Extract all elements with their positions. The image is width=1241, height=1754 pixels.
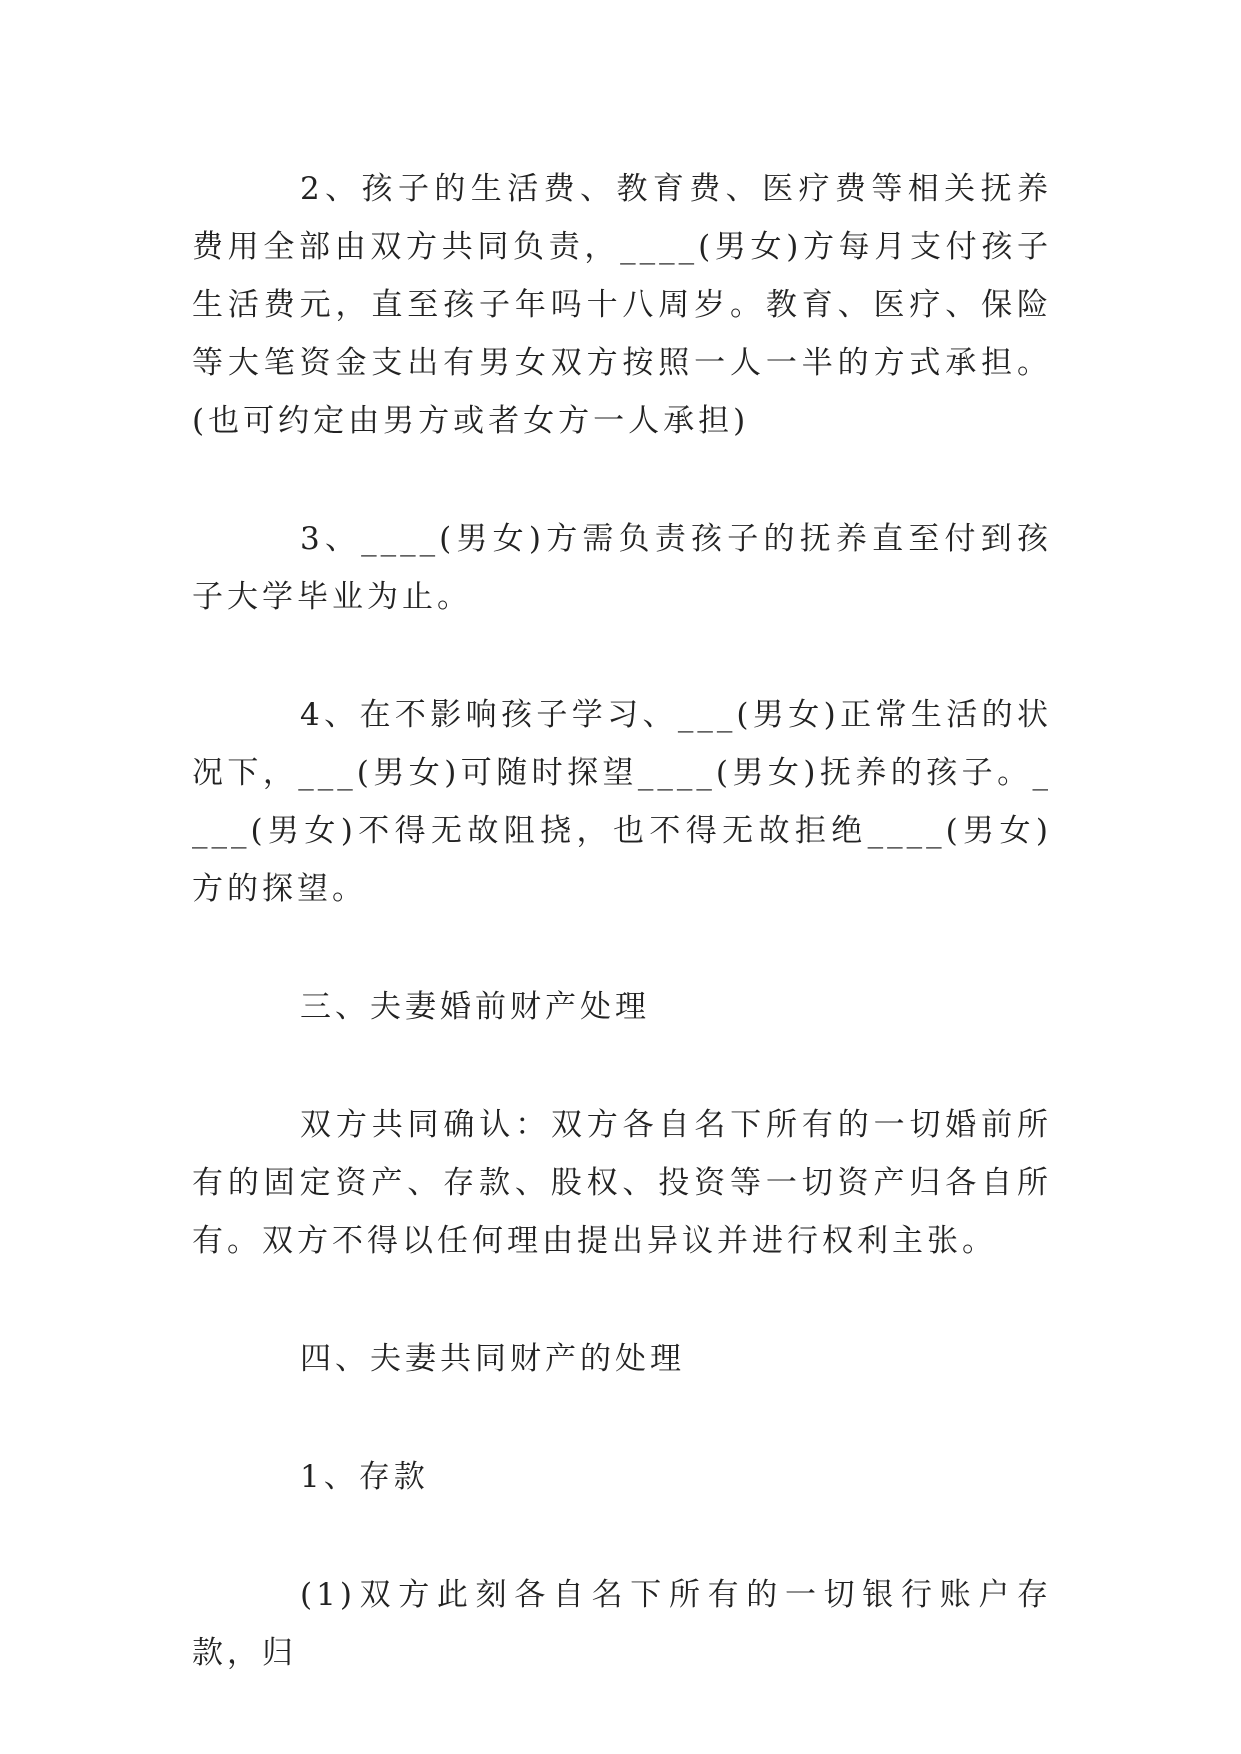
document-page — [192, 160, 1052, 1682]
deposits-clause-1: (1)双方此刻各自名下所有的一切银行账户存款，归 — [192, 1577, 1052, 1671]
section-heading-joint-property: 四、夫妻共同财产的处理 — [300, 1341, 685, 1377]
section-heading-premarital-property: 三、夫妻婚前财产处理 — [300, 989, 650, 1025]
subsection-heading-deposits: 1、存款 — [300, 1459, 429, 1495]
clause-4-visitation-rights: 4、在不影响孩子学习、___(男女)正常生活的状况下，___(男女)可随时探望____(男女)抚养的孩子。____(男女)不得无故阻挠，也不得无故拒绝____(男女)方的探望。 — [192, 697, 1052, 907]
premarital-property-confirmation: 双方共同确认：双方各自名下所有的一切婚前所有的固定资产、存款、股权、投资等一切资产归各自所有。双方不得以任何理由提出异议并进行权利主张。 — [192, 1107, 1052, 1259]
clause-3-child-support-duration: 3、____(男女)方需负责孩子的抚养直至付到孩子大学毕业为止。 — [192, 521, 1052, 615]
clause-2-child-expenses: 2、孩子的生活费、教育费、医疗费等相关抚养费用全部由双方共同负责，____(男女)方每月支付孩子生活费元，直至孩子年吗十八周岁。教育、医疗、保险等大笔资金支出有男女双方按照一人一半的方式承担。(也可约定由男方或者女方一人承担) — [192, 171, 1052, 439]
